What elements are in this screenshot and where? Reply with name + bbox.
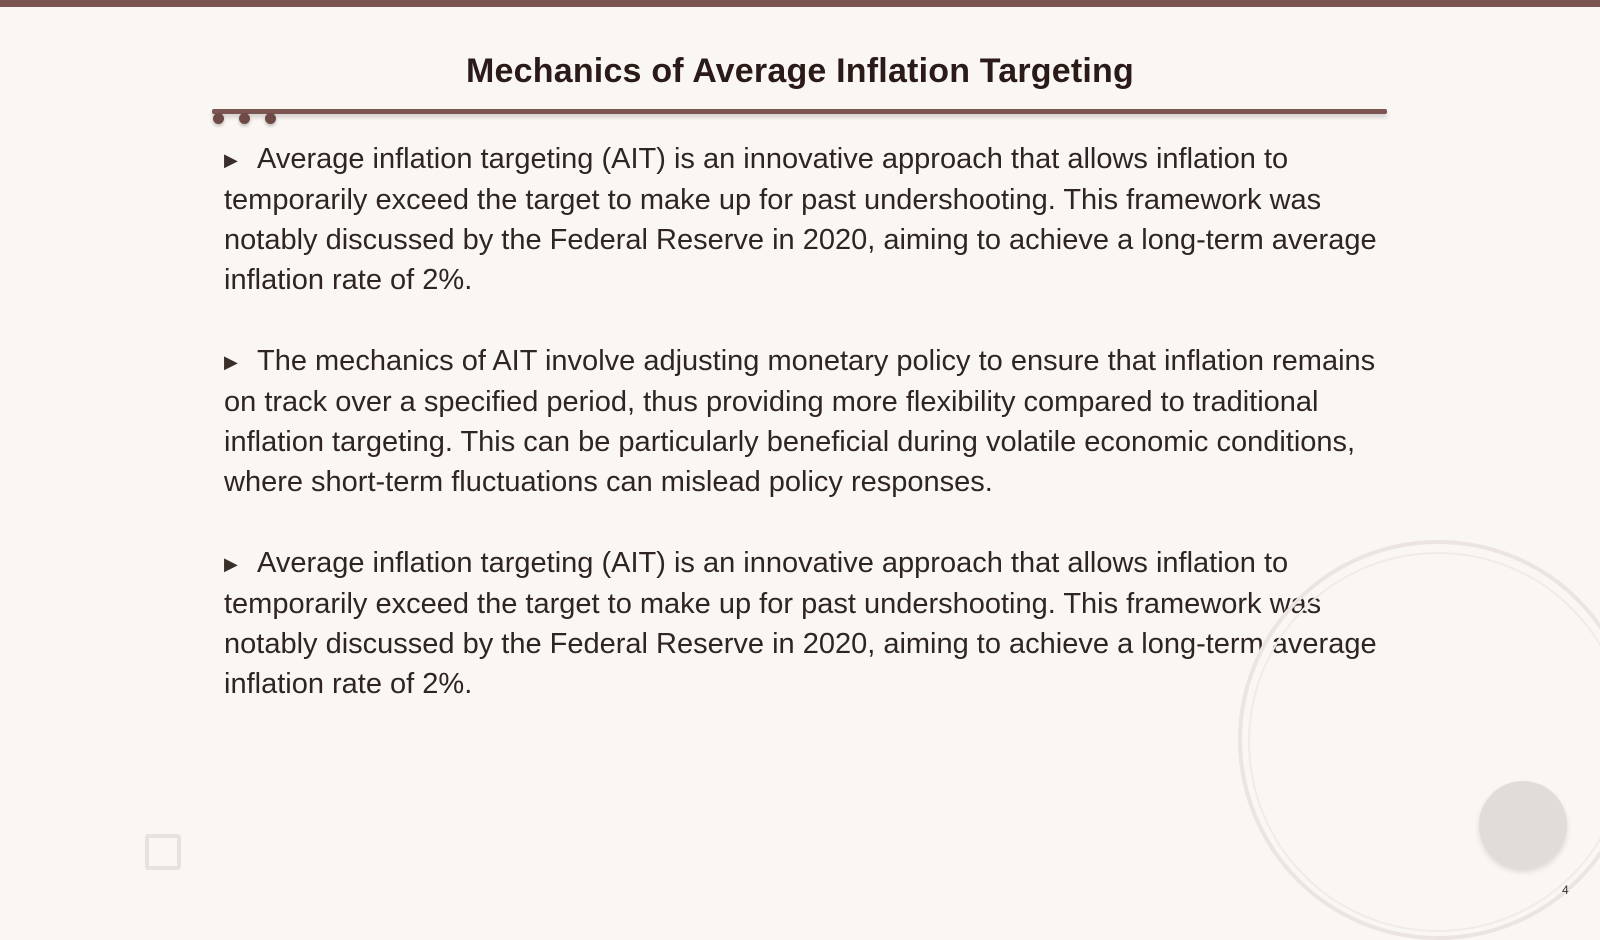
decorative-square — [145, 834, 181, 870]
bullet-text: Average inflation targeting (AIT) is an innovative approach that allows inflation to temporarily exceed the target to make up for past undershooting. This framework was notably discussed by the Federal Reserve in 2020, aiming to achieve a long-term average inflation rate of 2%. — [224, 547, 1377, 700]
bullet-list — [224, 139, 1384, 745]
bullet-arrow-icon: ▶ — [224, 150, 238, 170]
slide-title: Mechanics of Average Inflation Targeting — [466, 52, 1134, 90]
bullet-item — [224, 341, 1384, 502]
decorative-disc — [1479, 781, 1567, 869]
decorative-dot — [213, 113, 224, 124]
decorative-dot — [265, 113, 276, 124]
bullet-arrow-icon: ▶ — [224, 352, 238, 372]
top-accent-bar — [0, 0, 1600, 7]
bullet-item — [224, 543, 1384, 704]
bullet-arrow-icon: ▶ — [224, 554, 238, 574]
bullet-item — [224, 139, 1384, 300]
decorative-dot — [239, 113, 250, 124]
bullet-text: The mechanics of AIT involve adjusting monetary policy to ensure that inflation remains on track over a specified period, thus providing more flexibility compared to traditional inflation targeting. This can be particularly beneficial during volatile economic conditions, where short-term fluctuations can mislead policy responses. — [224, 345, 1376, 498]
bullet-text: Average inflation targeting (AIT) is an innovative approach that allows inflation to temporarily exceed the target to make up for past undershooting. This framework was notably discussed by the Federal Reserve in 2020, aiming to achieve a long-term average inflation rate of 2%. — [224, 143, 1377, 296]
title-underline — [212, 109, 1387, 114]
slide-number: 4 — [1562, 883, 1569, 897]
